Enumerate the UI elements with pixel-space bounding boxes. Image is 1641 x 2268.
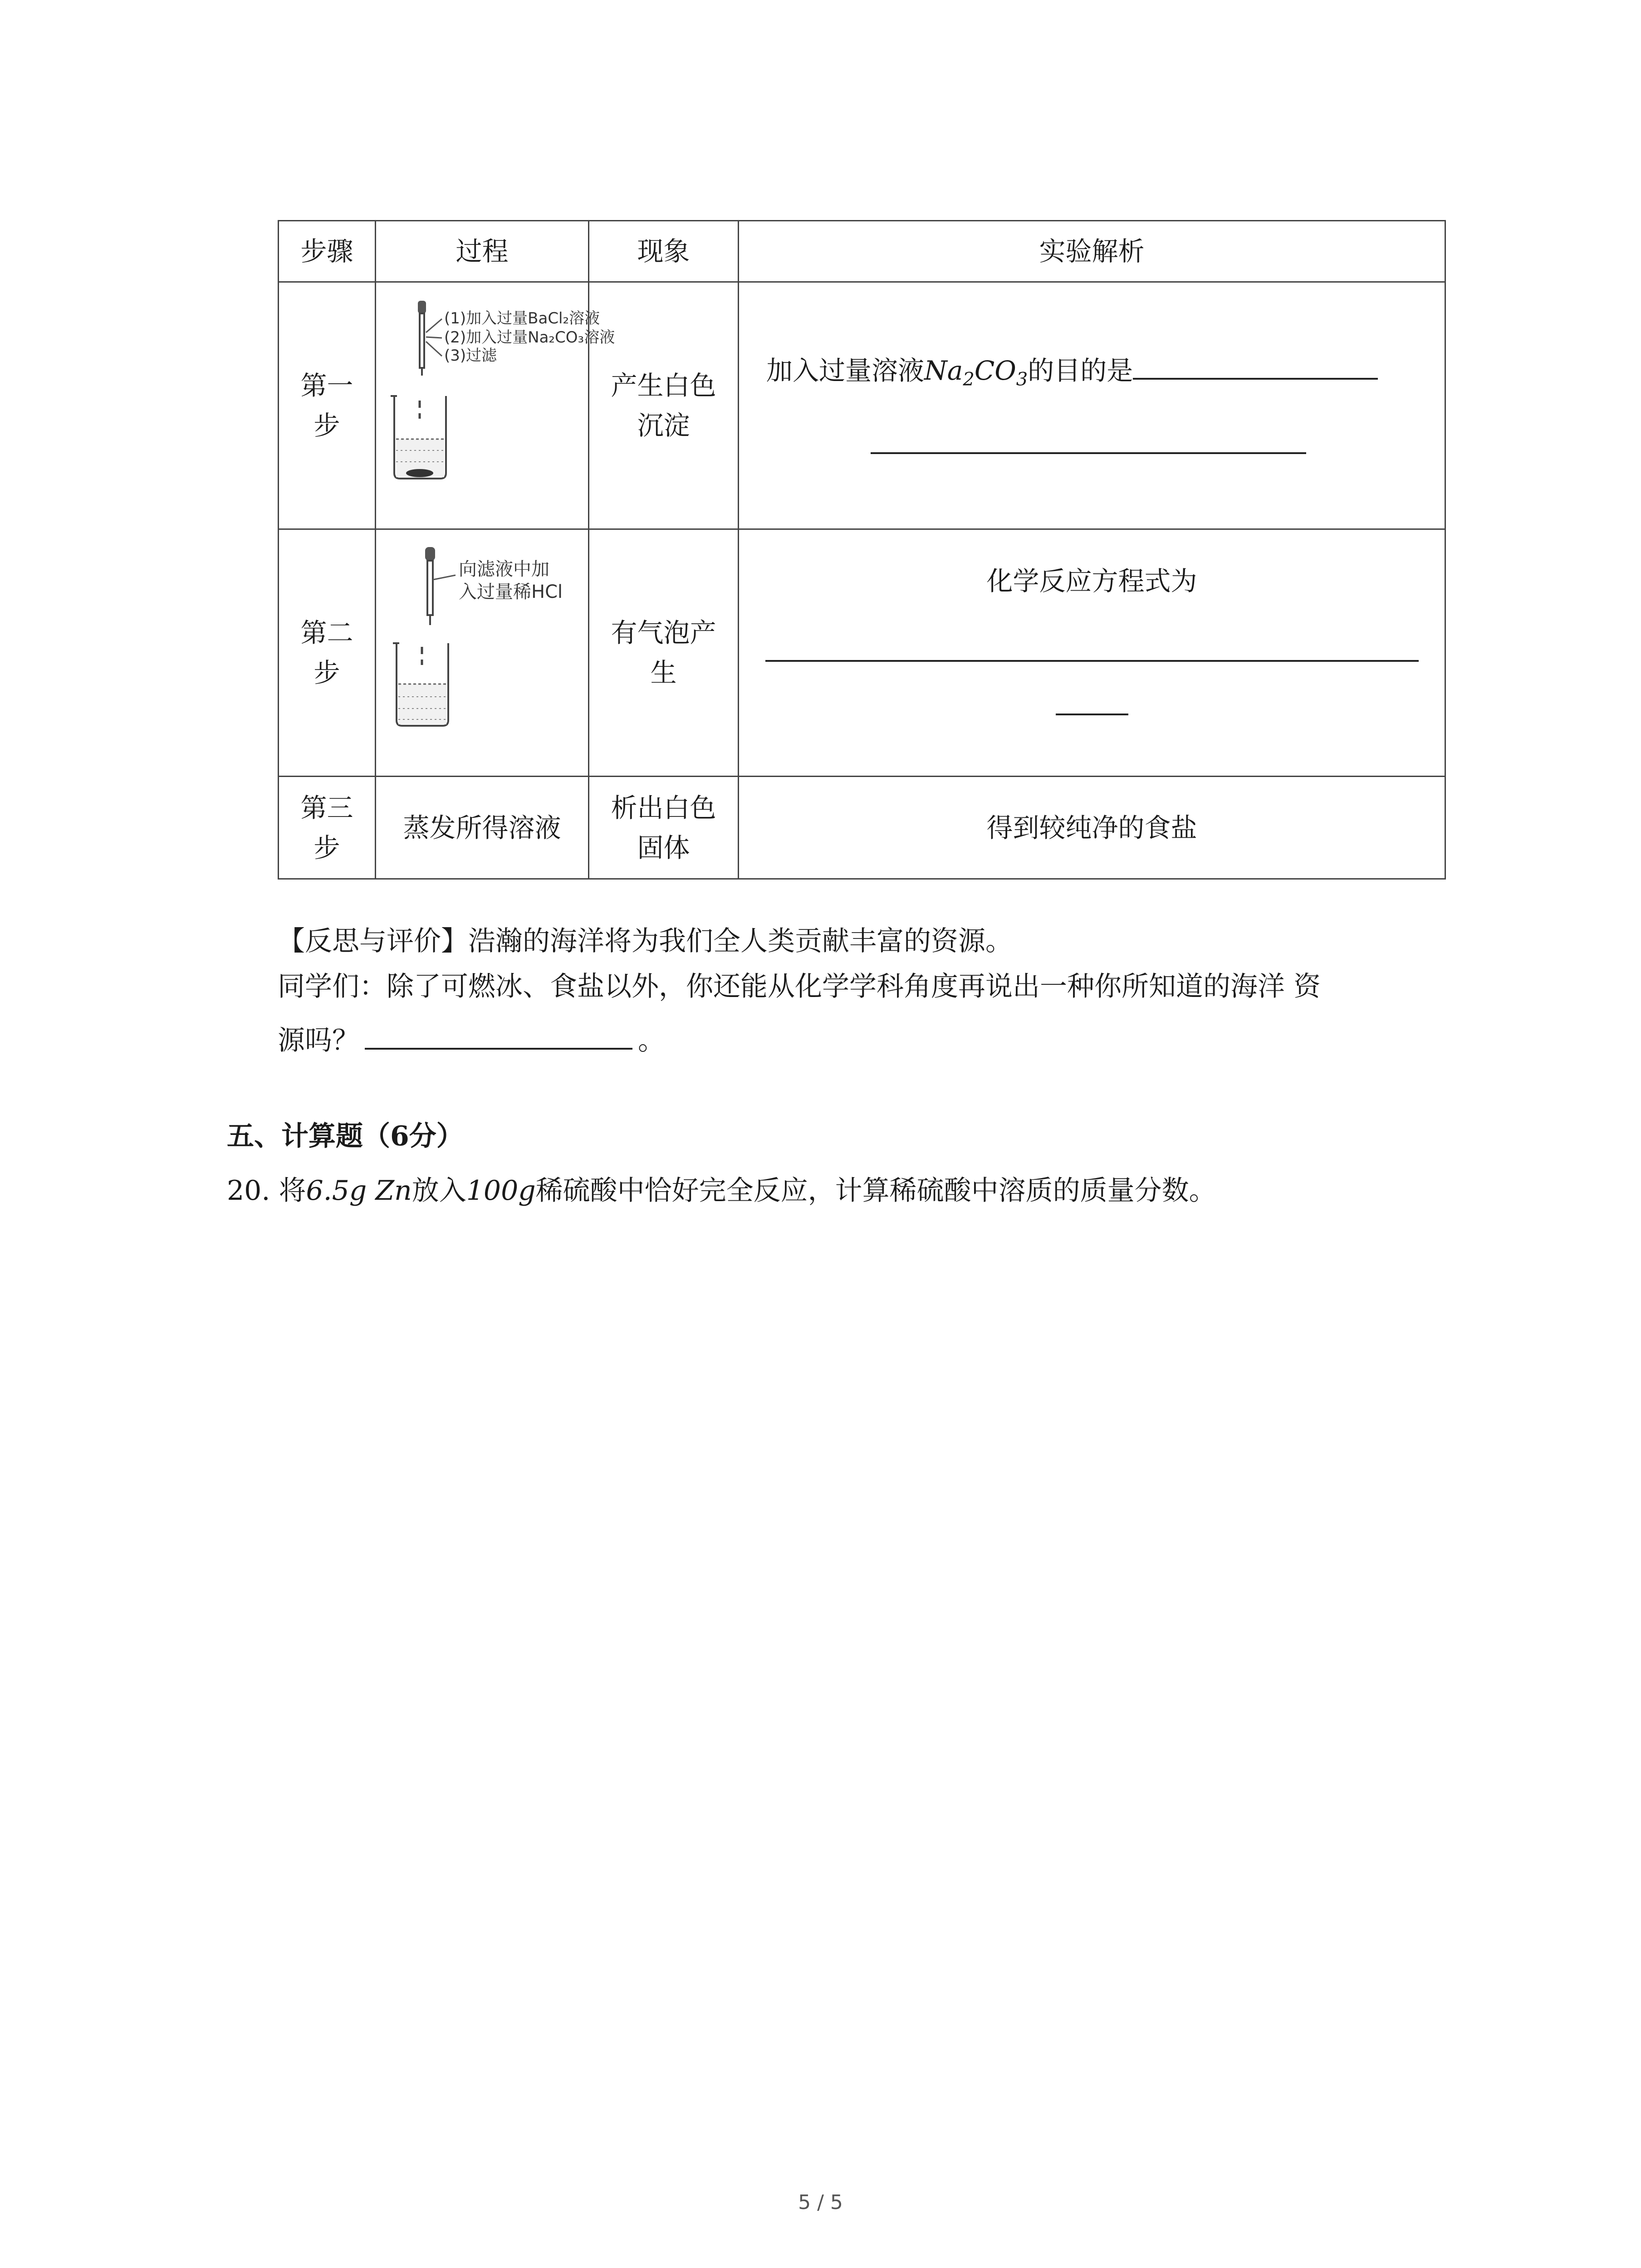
process-note-3: (3)过滤 <box>444 347 497 365</box>
header-process: 过程 <box>376 221 589 282</box>
reflection-line-2: 同学们：除了可燃冰、食盐以外，你还能从化学学科角度再说出一种你所知道的海洋 资 <box>278 971 1321 1002</box>
process-note-1: (1)加入过量BaCl₂溶液 <box>444 309 600 327</box>
answer-blank[interactable] <box>765 628 1419 662</box>
step-3-label: 第三步 <box>279 777 376 879</box>
header-phenomenon: 现象 <box>589 221 739 282</box>
step-2-label: 第二步 <box>279 529 376 777</box>
table-row <box>279 529 1445 777</box>
answer-blank[interactable] <box>365 1016 632 1050</box>
question-20: 20. 将6.5g Zn放入100g稀硫酸中恰好完全反应，计算稀硫酸中溶质的质量分数。 <box>227 1175 1216 1207</box>
header-analysis: 实验解析 <box>739 221 1445 282</box>
step-1-process-illustration <box>376 282 615 529</box>
table-row <box>279 282 1445 529</box>
step-1-phenomenon: 产生白色沉淀 <box>589 282 739 529</box>
step-1-label: 第一步 <box>279 282 376 529</box>
table-header-row <box>279 221 1445 282</box>
process-note-2: 入过量稀HCl <box>459 582 563 602</box>
step-3-process: 蒸发所得溶液 <box>376 777 589 879</box>
answer-blank[interactable] <box>1133 346 1378 380</box>
beaker-dropper-icon <box>376 530 589 776</box>
header-step: 步骤 <box>279 221 376 282</box>
process-note-1: 向滤液中加 <box>459 559 549 580</box>
answer-blank[interactable] <box>1056 682 1128 715</box>
step-2-phenomenon: 有气泡产生 <box>589 529 739 777</box>
step-2-analysis: 化学反应方程式为 <box>739 529 1445 777</box>
step-1-analysis: 加入过量溶液$Na_2CO_3$的目的是 <box>739 282 1445 529</box>
page-number: 5 / 5 <box>798 2191 843 2214</box>
reflection-line-1: 【反思与评价】浩瀚的海洋将为我们全人类贡献丰富的资源。 <box>278 925 1013 957</box>
process-note-2: (2)加入过量Na₂CO₃溶液 <box>444 328 615 347</box>
step-2-process-illustration <box>376 529 589 777</box>
beaker-dropper-icon <box>376 283 615 528</box>
table-row <box>279 777 1445 879</box>
sodium-carbonate-formula: $Na_2CO_3$ <box>924 355 1028 390</box>
reflection-line-3: 源吗？ 。 <box>278 1016 665 1061</box>
answer-blank[interactable] <box>871 420 1306 454</box>
step-3-analysis: 得到较纯净的食盐 <box>739 777 1445 879</box>
experiment-table <box>278 220 1446 880</box>
step-3-phenomenon: 析出白色固体 <box>589 777 739 879</box>
section-heading: 五、计算题（6分） <box>227 1120 464 1152</box>
